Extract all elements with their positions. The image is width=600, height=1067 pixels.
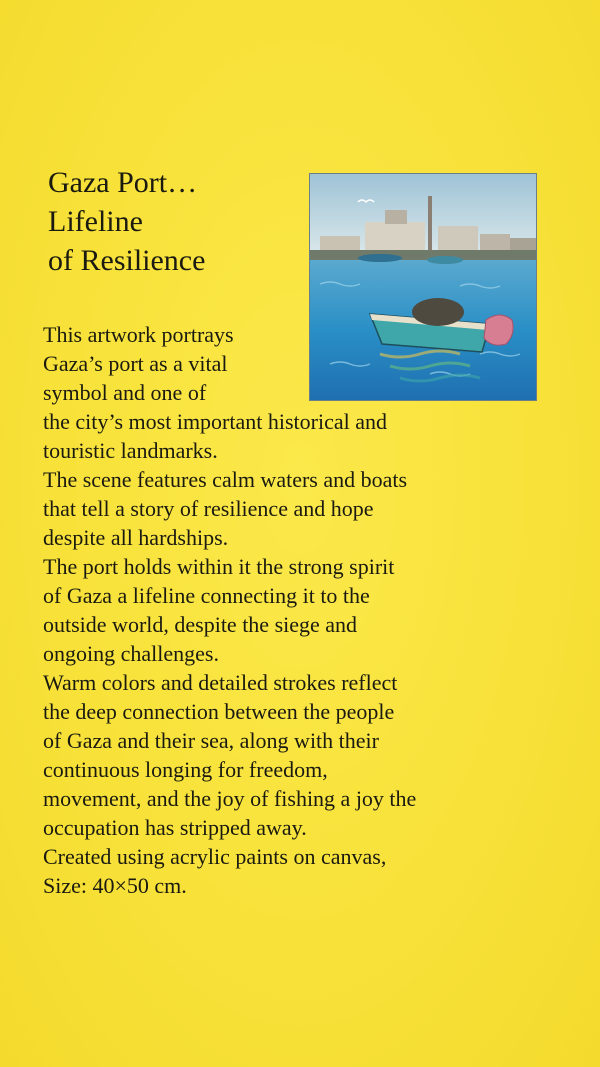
title-line: Lifeline — [48, 205, 143, 238]
description-line: despite all hardships. — [43, 525, 229, 550]
description-line: of Gaza a lifeline connecting it to the — [43, 583, 370, 608]
description-line: continuous longing for freedom, — [43, 757, 328, 782]
description-line: Size: 40×50 cm. — [43, 873, 187, 898]
title-line: of Resilience — [48, 244, 206, 277]
description-line: Gaza’s port as a vital — [43, 351, 228, 376]
description-line: Warm colors and detailed strokes reflect — [43, 670, 398, 695]
description-line: occupation has stripped away. — [43, 815, 307, 840]
description-line: outside world, despite the siege and — [43, 612, 358, 637]
description-line: that tell a story of resilience and hope — [43, 496, 374, 521]
description-line: movement, and the joy of fishing a joy the — [43, 786, 417, 811]
artwork-title — [48, 163, 298, 280]
description-line: The scene features calm waters and boats — [43, 467, 408, 492]
description-line: the city’s most important historical and — [43, 409, 387, 434]
description-line: of Gaza and their sea, along with their — [43, 728, 379, 753]
description-line: touristic landmarks. — [43, 438, 218, 463]
description-line: ongoing challenges. — [43, 641, 219, 666]
description-line: symbol and one of — [43, 380, 207, 405]
title-line: Gaza Port… — [48, 166, 198, 199]
artwork-description — [43, 320, 563, 900]
description-line: The port holds within it the strong spirit — [43, 554, 395, 579]
description-line: Created using acrylic paints on canvas, — [43, 844, 387, 869]
description-line: This artwork portrays — [43, 322, 234, 347]
description-line: the deep connection between the people — [43, 699, 395, 724]
